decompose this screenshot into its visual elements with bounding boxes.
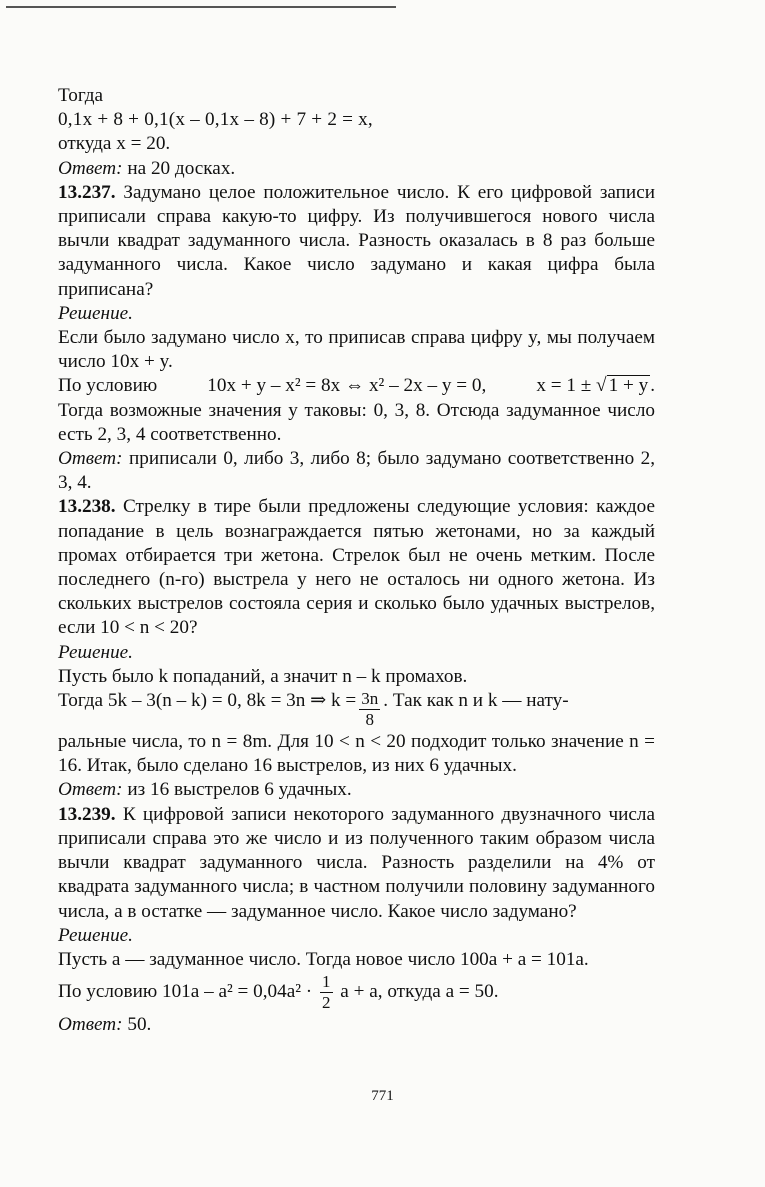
fraction-1-2: $\frac{1}{2}$ [322,972,331,1013]
problem-text: Задумано целое положительное число. К его цифровой записи приписали справа какую-то цифру. Из получившегося нового числа вычли квадрат задуманного числа. Разность оказалась в 8 раз больше задуманного числа. Какое число задумано и какая цифра была приписана? [58,181,655,300]
solution-label-239: Решение. [58,924,133,946]
text-otkuda: откуда x = 20. [58,133,171,155]
sqrt-radicand: 1 + y [608,375,649,397]
solution-label-238: Решение. [58,641,133,663]
text-togda: Тогда [58,85,104,106]
page-number: 771 [371,1088,394,1104]
answer-label: Ответ: [58,1014,123,1036]
formula-prefix: По условию [58,375,158,397]
answer-text: приписали 0, либо 3, либо 8; было задумано соответственно 2, 3, 4. [58,448,655,494]
answer-237 [58,447,655,495]
problem-13-238 [58,495,655,640]
answer-text: из 16 выстрелов 6 удачных. [122,779,352,801]
page-body [58,84,655,1037]
solution-238-text-1: Пусть было k попаданий, а значит n – k промахов. [58,665,468,687]
answer-239 [58,1013,655,1037]
formula-239 [58,972,655,1013]
solution-237-text-1: Если было задумано число x, то приписав справа цифру y, мы получаем число 10x + y. [58,327,655,373]
top-rule [6,6,396,8]
formula-left: Тогда 5k – 3(n – k) = 0, 8k = 3n ⇒ k = [58,690,357,712]
answer-text: 50. [122,1014,152,1036]
fraction-3n-8: $\frac{3n}{8}$ [361,689,379,730]
formula-238 [58,689,655,730]
answer-label: Ответ: [58,157,123,179]
solution-238-text-2: ральные числа, то n = 8m. Для 10 < n < 20 подходит только значение n = 16. Итак, было сделано 16 выстрелов, из них 6 удачных. [58,731,655,777]
solution-239-text-1: Пусть a — задуманное число. Тогда новое число 100a + a = 101a. [58,948,589,970]
problem-13-237 [58,181,655,302]
formula-right: a + a, откуда a = 50. [340,981,499,1003]
problem-number: 13.237. [58,181,116,203]
answer-238 [58,778,655,802]
answer-text: на 20 досках. [122,157,236,179]
problem-number: 13.239. [58,803,116,825]
problem-13-239 [58,803,655,924]
formula-right: . Так как n и k — нату- [383,690,569,712]
solution-237-text-2: Тогда возможные значения y таковы: 0, 3, 8. Отсюда задуманное число есть 2, 3, 4 соответственно. [58,399,655,445]
formula-left: По условию 101a – a² = 0,04a² · [58,981,313,1003]
formula-1: 0,1x + 8 + 0,1(x – 0,1x – 8) + 7 + 2 = x, [58,109,373,131]
problem-text: К цифровой записи некоторого задуманного двузначного числа приписали справа это же число и из полученного таким образом числа вычли квадрат задуманного числа. Разность разделили на 4% от квадрата задуманного числа; в частном получили половину задуманного числа, а в остатке — задуманное число. Какое число задумано? [58,803,655,922]
problem-number: 13.238. [58,496,116,518]
answer-label: Ответ: [58,779,123,801]
solution-label-237: Решение. [58,302,133,324]
answer-1 [58,157,655,181]
answer-label: Ответ: [58,448,123,470]
formula-equation: 10x + y – x² = 8x ⇔ x² – 2x – y = 0, [207,375,487,397]
problem-text: Стрелку в тире были предложены следующие условия: каждое попадание в цель вознаграждается пятью жетонами, но за каждый промах отбирается три жетона. Стрелок был не очень метким. После последнего (n-го) выстрела у него не осталось ни одного жетона. Из скольких выстрелов состояла серия и сколько было удачных выстрелов, если 10 < n < 20? [58,496,655,639]
formula-237 [58,374,655,398]
formula-root: x = 1 ± √ 1 + y . [536,375,655,397]
